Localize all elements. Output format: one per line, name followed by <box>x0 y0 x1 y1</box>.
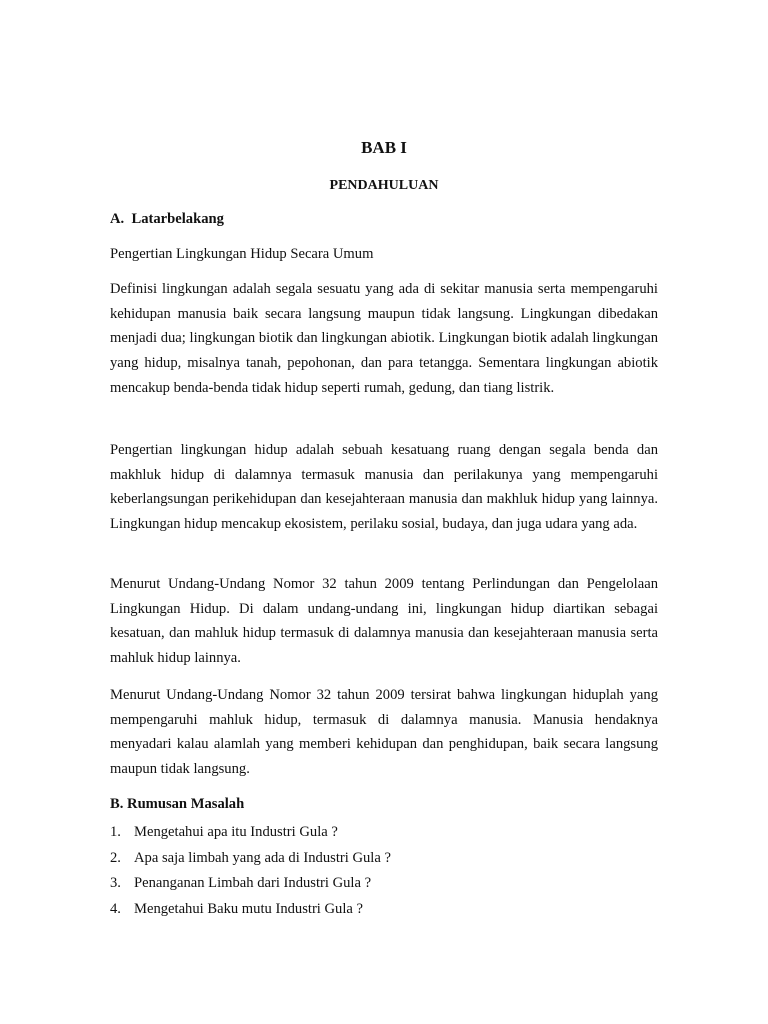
list-item-text: Mengetahui apa itu Industri Gula ? <box>134 824 338 840</box>
paragraph-2: Pengertian lingkungan hidup adalah sebuah kesatuang ruang dengan segala benda dan makhluk hidup di dalamnya termasuk manusia dan perilakunya yang mempengaruhi keberlangsungan perikehidupan dan kesejahteraan manusia dan makhluk hidup yang lainnya. Lingkungan hidup mencakup ekosistem, perilaku sosial, budaya, dan juga udara yang ada. <box>110 442 658 533</box>
list-item <box>110 820 391 846</box>
list-item <box>110 846 391 872</box>
paragraph-4: Menurut Undang-Undang Nomor 32 tahun 2009 tersirat bahwa lingkungan hiduplah yang mempengaruhi mahluk hidup, termasuk di dalamnya manusia. Manusia hendaknya menyadari kalau alamlah yang memberi kehidupan dan penghidupan, baik secara langsung maupun tidak langsung. <box>110 687 658 778</box>
subheading: Pengertian Lingkungan Hidup Secara Umum <box>110 246 374 262</box>
paragraph-3: Menurut Undang-Undang Nomor 32 tahun 2009 tentang Perlindungan dan Pengelolaan Lingkungan Hidup. Di dalam undang-undang ini, lingkungan hidup diartikan sebagai kesatuan, dan mahluk hidup termasuk di dalamnya manusia dan kesejahteraan manusia serta mahluk hidup lainnya. <box>110 576 658 667</box>
list-item-text: Apa saja limbah yang ada di Industri Gula ? <box>134 849 391 866</box>
list-item-number: 4. <box>110 900 121 917</box>
list-item-text: Penanganan Limbah dari Industri Gula ? <box>134 875 372 891</box>
list-item-text: Mengetahui Baku mutu Industri Gula ? <box>134 900 363 917</box>
list-item-number: 1. <box>110 824 121 840</box>
problem-list <box>110 820 391 922</box>
chapter-title: PENDAHULUAN <box>329 178 439 193</box>
list-item <box>110 871 391 897</box>
list-item <box>110 897 391 923</box>
chapter-number: BAB I <box>361 138 407 157</box>
section-a-heading: A. Latarbelakang <box>110 211 224 227</box>
paragraph-1: Definisi lingkungan adalah segala sesuatu yang ada di sekitar manusia serta mempengaruhi kehidupan manusia baik secara langsung maupun tidak langsung. Lingkungan dibedakan menjadi dua; lingkungan biotik dan lingkungan abiotik. Lingkungan biotik adalah lingkungan yang hidup, misalnya tanah, pepohonan, dan para tetangga. Sementara lingkungan abiotik mencakup benda-benda tidak hidup seperti rumah, gedung, dan tiang listrik. <box>110 281 658 396</box>
section-b-heading: B. Rumusan Masalah <box>110 796 245 812</box>
list-item-number: 2. <box>110 849 121 866</box>
list-item-number: 3. <box>110 875 121 891</box>
